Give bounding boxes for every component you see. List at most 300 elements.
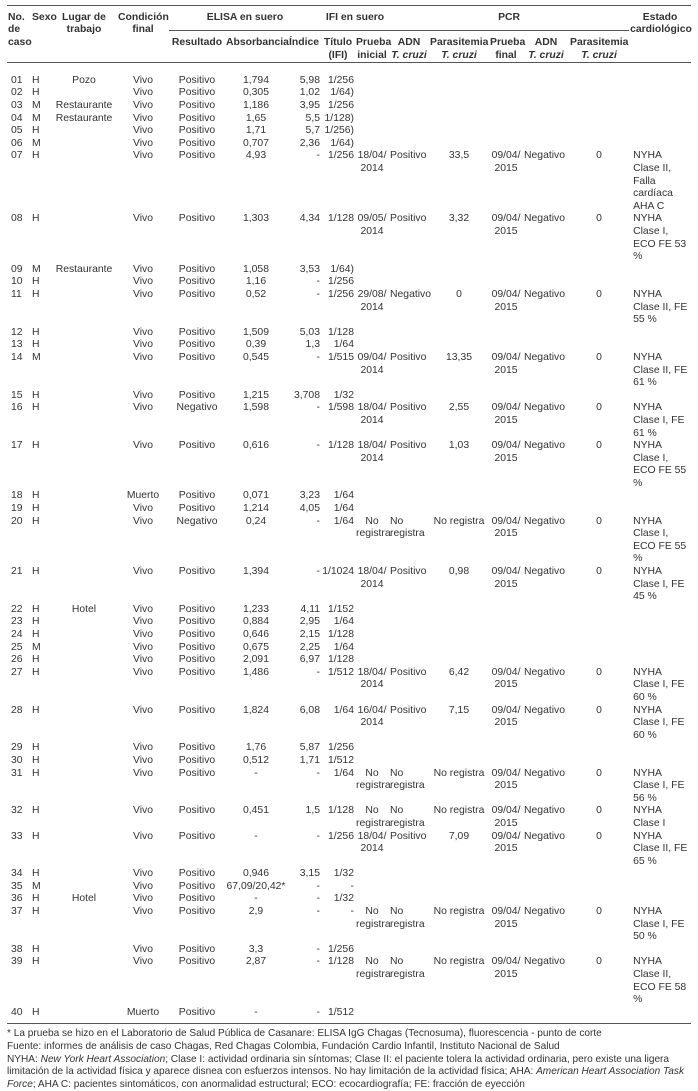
cell-condicion: Vivo [132, 641, 154, 653]
cell-lugar [51, 289, 117, 327]
cell-absorbancia: 0,39 [245, 339, 267, 351]
cell-parasitemia-final [569, 604, 629, 617]
cell-titulo: 1/64 [333, 616, 354, 628]
cell-parasitemia-inicial [429, 868, 489, 881]
cell-resultado: Positivo [178, 112, 216, 124]
cell-estado [629, 276, 691, 289]
cell-condicion: Vivo [132, 603, 154, 615]
cell-prueba-inicial [355, 276, 389, 289]
cell-absorbancia: 0,512 [242, 754, 269, 766]
cell-prueba-inicial [355, 503, 389, 516]
cell-case-no: 35 [11, 880, 23, 892]
cell-adn-final [523, 138, 569, 151]
cell-parasitemia-inicial: 1,03 [448, 440, 470, 452]
cell-adn-final [523, 1007, 569, 1024]
header-parasitemia-final: Parasitemia T. cruzi [569, 31, 629, 63]
cell-sexo: H [32, 213, 40, 225]
table-row [7, 868, 691, 881]
cell-condicion: Vivo [132, 213, 154, 225]
cell-titulo: 1/128 [327, 440, 354, 452]
cell-resultado: Positivo [178, 805, 216, 817]
cell-condicion: Vivo [132, 503, 154, 515]
cell-condicion: Vivo [132, 112, 154, 124]
cell-titulo: 1/256 [327, 288, 354, 300]
cell-indice: - [316, 906, 320, 918]
cell-parasitemia-final: 0 [596, 213, 602, 225]
cell-prueba-inicial: No registra [356, 805, 391, 829]
cell-sexo: M [32, 263, 41, 275]
cell-adn-final: Negativo [524, 704, 566, 716]
cell-case-no: 10 [11, 276, 23, 288]
cell-lugar [51, 503, 117, 516]
cell-sexo: M [32, 100, 41, 112]
cell-condicion: Vivo [132, 402, 154, 414]
cell-sexo: H [32, 150, 40, 162]
cell-absorbancia: 1,794 [242, 74, 269, 86]
cell-estado: NYHA Clase I, FE 60 % [633, 704, 685, 741]
cell-absorbancia: 1,486 [242, 666, 269, 678]
cell-case-no: 24 [11, 629, 23, 641]
cell-condicion: Vivo [132, 880, 154, 892]
cell-case-no: 29 [11, 742, 23, 754]
cell-indice: 3,15 [299, 868, 320, 880]
cell-case-no: 33 [11, 830, 23, 842]
cell-resultado: Positivo [178, 74, 216, 86]
cell-parasitemia-inicial [429, 87, 489, 100]
cell-sexo: H [32, 754, 40, 766]
cell-prueba-inicial [355, 629, 389, 642]
cell-sexo: H [32, 389, 40, 401]
cell-estado [629, 327, 691, 340]
cell-sexo: H [32, 603, 40, 615]
cell-adn-final [523, 264, 569, 277]
cell-prueba-inicial: 18/04/ 2014 [357, 830, 387, 855]
cell-titulo: 1/64 [333, 767, 354, 779]
cell-prueba-inicial [355, 138, 389, 151]
cell-lugar [51, 755, 117, 768]
cell-titulo: 1/512 [327, 754, 354, 766]
cell-adn-final [523, 742, 569, 755]
cell-prueba-final [489, 264, 523, 277]
cell-case-no: 38 [11, 943, 23, 955]
cell-prueba-final: 09/04/ 2015 [491, 351, 521, 376]
cell-case-no: 19 [11, 503, 23, 515]
cell-condicion: Vivo [132, 742, 154, 754]
cell-absorbancia: 1,71 [245, 125, 267, 137]
cell-titulo: 1/32 [333, 868, 354, 880]
cell-titulo: 1/256 [327, 276, 354, 288]
cell-resultado: Positivo [178, 616, 216, 628]
cell-condicion: Vivo [132, 389, 154, 401]
cell-absorbancia: 1,233 [242, 603, 269, 615]
cell-indice: 4,11 [300, 603, 320, 615]
cell-lugar [51, 944, 117, 957]
footnote-asterisk: * La prueba se hizo en el Laboratorio de Salud Pública de Casanare: ELISA IgG Chagas (Tecnosuma), fluorescencia - punto de corte [7, 1028, 602, 1040]
header-absorbancia: Absorbancia [225, 31, 287, 63]
table-row [7, 87, 691, 100]
cell-prueba-final [489, 616, 523, 629]
cell-adn-inicial [389, 490, 429, 503]
cell-titulo: 1/598 [327, 402, 354, 414]
cell-titulo: 1/64 [333, 704, 354, 716]
cell-adn-inicial [389, 868, 429, 881]
cell-sexo: H [32, 326, 40, 338]
cell-titulo: - [350, 880, 354, 892]
cell-resultado: Positivo [178, 566, 216, 578]
cell-case-no: 09 [11, 263, 23, 275]
cell-parasitemia-inicial [429, 893, 489, 906]
cell-titulo: 1/64 [333, 339, 354, 351]
cell-titulo: - [350, 906, 354, 918]
cell-parasitemia-final: 0 [596, 906, 602, 918]
header-elisa: ELISA en suero [206, 12, 284, 23]
cell-resultado: Positivo [178, 276, 216, 288]
cell-adn-final: Negativo [524, 830, 566, 842]
cell-estado [629, 1007, 691, 1024]
cell-indice: - [316, 402, 320, 414]
cell-adn-inicial: Positivo [390, 666, 427, 678]
cell-resultado: Negativo [176, 515, 218, 527]
cell-case-no: 20 [11, 515, 23, 527]
cell-resultado: Positivo [178, 288, 216, 300]
cell-parasitemia-final [569, 138, 629, 151]
cell-lugar: Pozo [72, 74, 96, 86]
table-row [7, 62, 691, 87]
cell-condicion: Vivo [132, 276, 154, 288]
cell-prueba-inicial: 29/08/ 2014 [357, 288, 387, 313]
table-row [7, 755, 691, 768]
cell-absorbancia: - [254, 830, 258, 842]
cell-sexo: H [32, 654, 40, 666]
cell-prueba-final [489, 125, 523, 138]
cell-lugar [51, 138, 117, 151]
header-pcr: PCR [498, 12, 521, 23]
table-row [7, 276, 691, 289]
table-body [7, 62, 691, 1024]
cell-indice: 5,98 [299, 74, 320, 86]
cell-titulo: 1/512 [321, 1007, 355, 1024]
cell-condicion: Vivo [132, 351, 154, 363]
cell-parasitemia-inicial [429, 490, 489, 503]
cell-adn-final [523, 125, 569, 138]
cell-absorbancia: 2,9 [248, 906, 264, 918]
table-row [7, 339, 691, 352]
cell-case-no: 07 [11, 150, 23, 162]
cell-adn-final: Negativo [524, 515, 566, 527]
cell-adn-final [523, 390, 569, 403]
cell-parasitemia-final [569, 390, 629, 403]
cell-case-no: 27 [11, 666, 23, 678]
cell-adn-final: Negativo [524, 288, 566, 300]
cell-estado [629, 629, 691, 642]
cell-absorbancia: 1,186 [242, 100, 269, 112]
header-lugar: Lugar de trabajo [51, 6, 117, 63]
cell-absorbancia: 3,3 [248, 943, 264, 955]
cell-adn-final [523, 327, 569, 340]
cell-parasitemia-final [569, 490, 629, 503]
cell-sexo: H [32, 515, 40, 527]
cell-sexo: H [32, 868, 40, 880]
cell-indice: - [287, 1007, 321, 1024]
cell-adn-inicial [389, 755, 429, 768]
cell-absorbancia: 0,707 [242, 137, 269, 149]
table-row [7, 390, 691, 403]
header-estado: Estado cardiológico [629, 6, 691, 63]
header-resultado: Resultado [169, 31, 225, 63]
cell-indice: 5,03 [299, 326, 320, 338]
cell-resultado: Positivo [178, 87, 216, 99]
cell-parasitemia-final [569, 642, 629, 655]
cell-condicion: Vivo [132, 125, 154, 137]
cell-estado [629, 654, 691, 667]
cell-adn-inicial: No registra [390, 515, 425, 540]
cell-adn-inicial [389, 503, 429, 516]
cell-lugar [51, 339, 117, 352]
cell-estado [629, 87, 691, 100]
cell-condicion: Vivo [132, 767, 154, 779]
cell-absorbancia: 1,509 [242, 326, 269, 338]
cell-titulo: 1/64) [330, 137, 354, 149]
cell-indice: 2,15 [299, 629, 320, 641]
cell-lugar [51, 881, 117, 894]
cell-adn-inicial [389, 642, 429, 655]
cell-resultado: Positivo [178, 339, 216, 351]
cell-condicion: Vivo [132, 100, 154, 112]
cell-prueba-final: 09/04/ 2015 [491, 288, 521, 313]
cell-sexo: H [32, 288, 40, 300]
cell-resultado: Positivo [178, 704, 216, 716]
cell-prueba-inicial [355, 390, 389, 403]
cell-indice: 4,05 [299, 503, 320, 515]
cell-prueba-inicial: 18/04/ 2014 [357, 402, 387, 426]
cell-sexo: H [32, 906, 40, 918]
cell-sexo: H [32, 440, 40, 452]
cell-adn-final: Negativo [524, 805, 566, 817]
cell-adn-final [523, 100, 569, 113]
cell-prueba-inicial: 18/04/ 2014 [357, 666, 387, 691]
cell-condicion: Vivo [132, 326, 154, 338]
cell-prueba-final: 09/04/ 2015 [491, 213, 521, 238]
cell-estado [629, 742, 691, 755]
cell-condicion: Vivo [132, 629, 154, 641]
cell-case-no: 22 [11, 603, 23, 615]
cell-parasitemia-inicial [429, 604, 489, 617]
cell-adn-inicial [389, 1007, 429, 1024]
cell-absorbancia: 0,545 [242, 351, 269, 363]
cell-sexo: M [32, 641, 41, 653]
cell-prueba-inicial [355, 616, 389, 629]
cell-adn-final: Negativo [524, 351, 566, 363]
cell-absorbancia: 2,091 [242, 654, 269, 666]
cell-absorbancia: 1,303 [242, 213, 269, 225]
table-row [7, 352, 691, 390]
cell-case-no: 26 [11, 654, 23, 666]
cell-parasitemia-final [569, 616, 629, 629]
cell-adn-final: Negativo [524, 150, 566, 162]
cell-parasitemia-final [569, 125, 629, 138]
cell-prueba-inicial: 16/04/ 2014 [357, 704, 387, 729]
cell-resultado: Positivo [178, 629, 216, 641]
cell-case-no: 01 [11, 74, 23, 86]
cell-resultado: Positivo [178, 880, 216, 892]
cell-condicion: Vivo [132, 906, 154, 918]
cell-parasitemia-inicial [429, 390, 489, 403]
cell-parasitemia-inicial [429, 881, 489, 894]
header-prueba-inicial: Prueba inicial [355, 31, 389, 63]
cell-case-no: 14 [11, 351, 23, 363]
cell-case-no: 16 [11, 402, 23, 414]
cell-adn-inicial: No registra [390, 906, 425, 930]
cell-titulo: 1/512 [327, 666, 354, 678]
cell-titulo: 1/64 [333, 490, 354, 502]
cell-prueba-final [489, 327, 523, 340]
cell-adn-inicial [389, 629, 429, 642]
cell-prueba-final [489, 604, 523, 617]
cell-adn-final: Negativo [524, 767, 566, 779]
cell-indice: - [316, 515, 320, 527]
cell-absorbancia: 0,616 [242, 440, 269, 452]
cell-adn-inicial: Positivo [390, 402, 427, 414]
cell-prueba-inicial [355, 100, 389, 113]
cell-adn-inicial: Positivo [390, 440, 427, 452]
cell-prueba-inicial [355, 339, 389, 352]
cell-case-no: 05 [11, 125, 23, 137]
cell-adn-inicial: No registra [390, 767, 425, 792]
cell-titulo: 1/256 [327, 742, 354, 754]
cell-lugar [51, 402, 117, 440]
cell-estado: NYHA Clase I, FE 56 % [633, 767, 685, 804]
cell-parasitemia-inicial [429, 62, 489, 87]
cell-titulo: 1/256 [327, 150, 354, 162]
cell-absorbancia: 0,646 [242, 629, 269, 641]
cell-sexo: M [32, 137, 41, 149]
cell-parasitemia-inicial: 7,15 [448, 704, 470, 716]
cell-parasitemia-final [569, 87, 629, 100]
cell-prueba-final [489, 742, 523, 755]
cell-sexo: M [32, 351, 41, 363]
cell-parasitemia-inicial [429, 264, 489, 277]
cell-resultado: Positivo [178, 125, 216, 137]
table-row [7, 264, 691, 277]
cell-adn-final: Negativo [524, 213, 566, 225]
cell-indice: - [316, 767, 320, 779]
cell-indice: - [316, 351, 320, 363]
cell-prueba-inicial [355, 113, 389, 126]
cell-parasitemia-final: 0 [596, 805, 602, 817]
cell-case-no: 12 [11, 326, 23, 338]
table-row [7, 150, 691, 213]
cell-case-no: 04 [11, 112, 23, 124]
cell-adn-inicial: Positivo [390, 150, 427, 162]
cell-indice: 6,97 [299, 654, 320, 666]
cell-estado [629, 125, 691, 138]
cell-case-no: 28 [11, 704, 23, 716]
cell-adn-final: Negativo [524, 666, 566, 678]
cell-estado: NYHA Clase II, FE 61 % [633, 351, 688, 389]
cell-lugar [51, 642, 117, 655]
cell-resultado: Positivo [178, 742, 216, 754]
cell-adn-inicial: Positivo [390, 704, 427, 716]
cell-adn-final: Negativo [524, 956, 566, 968]
header-adn-inicial: ADN T. cruzi [389, 31, 429, 63]
cell-absorbancia: 0,24 [245, 515, 267, 527]
cell-sexo: H [32, 805, 40, 817]
table-row [7, 604, 691, 617]
cell-indice: 3,95 [299, 100, 320, 112]
cell-prueba-inicial [355, 327, 389, 340]
cell-adn-final [523, 629, 569, 642]
cell-prueba-inicial [355, 264, 389, 277]
table-row [7, 881, 691, 894]
cell-indice: - [316, 880, 320, 892]
cell-estado [629, 944, 691, 957]
cell-case-no: 06 [11, 137, 23, 149]
cell-parasitemia-inicial [429, 755, 489, 768]
cell-resultado: Positivo [178, 351, 216, 363]
cell-titulo: 1/128 [327, 326, 354, 338]
cell-estado: NYHA Clase I, ECO FE 53 % [633, 213, 687, 263]
cell-adn-final [523, 616, 569, 629]
table-row [7, 654, 691, 667]
cell-indice: 1,02 [299, 87, 320, 99]
cell-parasitemia-inicial [429, 276, 489, 289]
cell-lugar [51, 667, 117, 705]
cell-indice: 2,95 [299, 616, 320, 628]
table-row [7, 893, 691, 906]
cell-case-no: 32 [11, 805, 23, 817]
cell-adn-inicial: Positivo [390, 213, 427, 225]
cell-prueba-final [489, 339, 523, 352]
cell-lugar: Restaurante [55, 263, 113, 275]
cell-case-no: 02 [11, 87, 23, 99]
cell-adn-final [523, 604, 569, 617]
cell-indice: - [316, 893, 320, 905]
cell-adn-inicial [389, 742, 429, 755]
cell-adn-inicial: Positivo [390, 351, 427, 363]
cell-prueba-final [489, 868, 523, 881]
cell-parasitemia-final [569, 893, 629, 906]
cell-sexo: H [32, 87, 40, 99]
cell-resultado: Negativo [176, 402, 218, 414]
cell-titulo: 1/32 [333, 389, 354, 401]
cell-titulo: 1/128 [327, 956, 354, 968]
cell-lugar [51, 742, 117, 755]
cell-resultado: Positivo [178, 263, 216, 275]
cell-adn-final [523, 276, 569, 289]
cell-sexo: H [32, 767, 40, 779]
cell-parasitemia-inicial: 3,32 [448, 213, 470, 225]
cell-case-no: 13 [11, 339, 23, 351]
cell-adn-inicial [389, 654, 429, 667]
cell-estado [629, 604, 691, 617]
header-sexo: Sexo [31, 6, 51, 63]
cell-prueba-final: 09/04/ 2015 [491, 767, 521, 792]
cell-prueba-inicial [355, 87, 389, 100]
cell-indice: 5,5 [305, 112, 320, 124]
cell-case-no: 08 [11, 213, 23, 225]
cell-estado: NYHA Clase I [633, 805, 666, 829]
cell-lugar [51, 906, 117, 944]
cell-absorbancia: 4,93 [245, 150, 267, 162]
cell-prueba-inicial [355, 654, 389, 667]
cell-indice: - [316, 440, 320, 452]
cell-parasitemia-final [569, 868, 629, 881]
cell-indice: - [316, 830, 320, 842]
cell-prueba-inicial [355, 755, 389, 768]
cell-adn-inicial [389, 113, 429, 126]
cell-parasitemia-final [569, 503, 629, 516]
cell-lugar: Restaurante [55, 100, 113, 112]
